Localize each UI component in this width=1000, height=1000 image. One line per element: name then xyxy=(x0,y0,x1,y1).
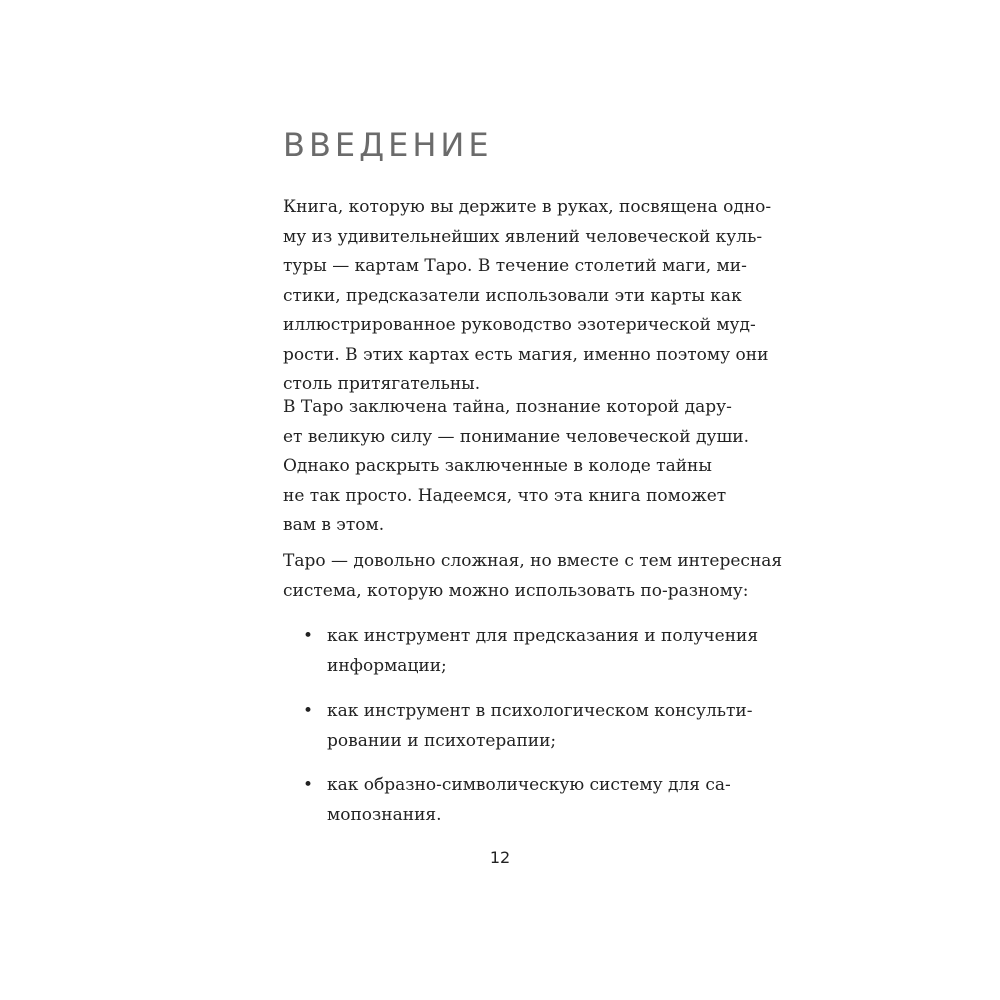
paragraph-line: не так просто. Надеемся, что эта книга поможет xyxy=(283,485,727,506)
paragraph-line: Книга, которую вы держите в руках, посвящена одно- xyxy=(283,197,772,217)
paragraph-line: рости. В этих картах есть магия, именно поэтому они xyxy=(283,344,769,365)
paragraph-line: Однако раскрыть заключенные в колоде тайны xyxy=(283,456,712,476)
bullet-icon: • xyxy=(303,701,314,721)
bullet-line: информации; xyxy=(327,655,447,676)
paragraph-mystery xyxy=(283,393,750,541)
paragraph-line: ет великую силу — понимание человеческой души. xyxy=(283,426,750,447)
bullet-line: как инструмент в психологическом консульти- xyxy=(327,701,753,721)
page-title: ВВЕДЕНИЕ xyxy=(283,126,493,164)
paragraph-line: вам в этом. xyxy=(283,515,385,535)
bullet-line: мопознания. xyxy=(327,804,442,825)
bullet-text xyxy=(327,622,758,681)
bullet-line: как инструмент для предсказания и получения xyxy=(327,626,759,646)
bullet-item xyxy=(283,771,731,830)
paragraph-line: стики, предсказатели использовали эти карты как xyxy=(283,285,742,306)
bullet-item xyxy=(283,697,753,756)
bullet-text xyxy=(327,771,731,830)
paragraph-line: система, которую можно использовать по-разному: xyxy=(283,580,749,601)
paragraph-line: столь притягательны. xyxy=(283,374,481,394)
bullet-text xyxy=(327,697,753,756)
paragraph-intro xyxy=(283,193,772,400)
bullet-line: как образно-символическую систему для са- xyxy=(327,775,731,795)
paragraph-line: му из удивительнейших явлений человеческой куль- xyxy=(283,226,763,247)
paragraph-line: В Таро заключена тайна, познание которой дару- xyxy=(283,397,732,417)
bullet-item xyxy=(283,622,759,681)
paragraph-line: туры — картам Таро. В течение столетий маги, ми- xyxy=(283,256,747,276)
paragraph-system xyxy=(283,547,783,606)
bullet-line: ровании и психотерапии; xyxy=(327,730,557,751)
bullet-icon: • xyxy=(303,775,314,795)
paragraph-line: Таро — довольно сложная, но вместе с тем интересная xyxy=(283,551,783,571)
paragraph-line: иллюстрированное руководство эзотерической муд- xyxy=(283,315,756,335)
bullet-icon: • xyxy=(303,626,314,646)
page-number: 12 xyxy=(489,848,511,867)
